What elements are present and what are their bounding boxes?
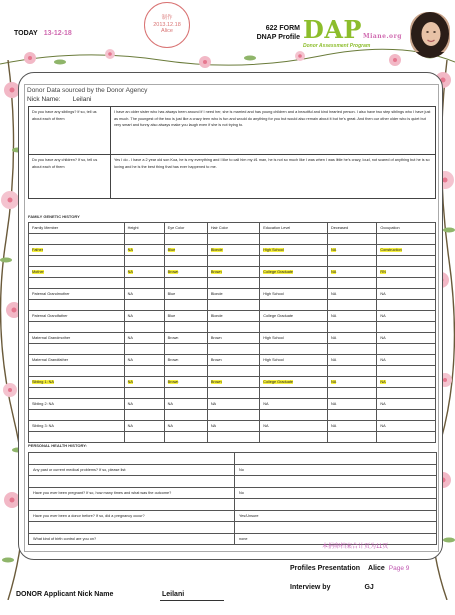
family-header-cell: Deceased [328,223,377,234]
family-spacer-cell [377,300,436,311]
family-spacer-cell [124,366,164,377]
health-history-table [28,452,437,545]
qa-answer: I have an older sister who has always been around if I need her, she is married and has young children and a beautiful and kind hearted person. I also have two step siblings who I have just as much. The youngest of the two is just like a crazy teen who is fun and would do anything for you but would also remain about it but he's great. And then our other older who is quiet but very smart and funny also always make you laugh even if she is not trying to. [111,107,436,155]
family-cell [124,245,164,256]
family-cell [124,267,164,278]
family-spacer-row [29,432,436,443]
family-cell-text: Maternal Grandmother [32,336,71,340]
family-spacer-cell [260,256,328,267]
stamp-line: 2013.12.18 [153,21,181,28]
family-cell [377,267,436,278]
family-cell-text: Blonde [210,292,223,296]
family-cell [377,245,436,256]
family-row [29,289,436,300]
family-spacer-cell [328,366,377,377]
family-cell [207,333,259,344]
today-date: 13-12-18 [43,30,72,37]
family-cell [124,399,164,410]
family-spacer-cell [328,256,377,267]
family-spacer-cell [164,278,207,289]
health-question: Have you ever been pregnant? If so, how many times and what was the outcome? [29,488,235,499]
interview-label: Interview by [290,584,331,591]
health-spacer-row [29,522,437,534]
family-cell-text: High School [263,248,284,252]
today-label [14,30,72,37]
donor-section-title: Donor Data sourced by the Donor Agency [27,87,148,94]
family-spacer-cell [164,388,207,399]
family-cell-text: High School [263,292,284,296]
family-cell-text: NA [380,380,386,384]
family-cell [164,355,207,366]
family-cell [328,245,377,256]
family-spacer-cell [29,256,125,267]
health-question: Have you ever been a donor before? If so, did a pregnancy occur? [29,511,235,522]
family-spacer-cell [377,388,436,399]
family-cell-text: NA [331,380,337,384]
form-title-line1: 622 FORM [265,25,300,32]
family-header-cell: Occupation [377,223,436,234]
family-history-table [28,222,436,443]
family-cell-text: NA [331,336,337,340]
family-spacer-row [29,322,436,333]
family-cell [328,333,377,344]
family-spacer-cell [164,234,207,245]
family-spacer-cell [377,322,436,333]
family-spacer-cell [207,234,259,245]
signature-line [160,600,224,601]
family-spacer-cell [260,432,328,443]
family-spacer-cell [377,410,436,421]
family-spacer-cell [328,432,377,443]
family-row [29,399,436,410]
family-cell [164,245,207,256]
family-cell [207,377,259,388]
family-cell-text: NA [127,402,133,406]
family-cell [328,377,377,388]
qa-question: Do you have any children? If so, tell us about each of them [29,155,111,199]
family-row [29,245,436,256]
family-cell-text: Blonde [210,314,223,318]
family-spacer-cell [124,344,164,355]
stamp-line: Alice [161,28,173,35]
family-cell [164,289,207,300]
family-cell-text: Brown [210,380,222,384]
family-spacer-cell [377,366,436,377]
health-row [29,511,437,522]
family-cell [124,289,164,300]
family-cell-text: Brown [210,270,222,274]
family-cell [260,267,328,278]
family-spacer-cell [29,344,125,355]
family-cell-text: Brown [210,358,222,362]
stamp-line: 制作 [161,15,173,22]
family-cell-text: Blue [167,314,176,318]
family-spacer-row [29,366,436,377]
family-cell-text: NA [331,292,337,296]
family-cell [29,421,125,432]
health-answer: No [235,465,437,476]
family-cell [328,421,377,432]
family-cell [328,267,377,278]
family-cell-text: Brown [167,270,179,274]
family-spacer-cell [124,432,164,443]
health-spacer-cell [29,476,235,488]
family-cell-text: Maternal Grandfather [32,358,69,362]
family-cell-text: Blonde [210,248,223,252]
family-cell-text: NA [127,248,133,252]
family-spacer-cell [260,234,328,245]
family-cell [124,377,164,388]
qa-row [29,107,436,155]
family-cell-text: High School [263,336,284,340]
family-cell [328,289,377,300]
family-spacer-cell [328,344,377,355]
family-cell [328,399,377,410]
family-spacer-cell [377,432,436,443]
family-cell [29,267,125,278]
family-cell [377,355,436,366]
family-spacer-cell [377,278,436,289]
donor-applicant-label: DONOR Applicant Nick Name [16,591,114,598]
family-spacer-cell [164,256,207,267]
family-cell [260,311,328,322]
family-cell [29,245,125,256]
family-row [29,267,436,278]
family-spacer-cell [328,300,377,311]
family-cell [328,311,377,322]
family-cell [29,311,125,322]
family-cell-text: NA [380,424,386,428]
family-cell [124,333,164,344]
family-cell-text: NA [331,402,337,406]
health-spacer-row [29,476,437,488]
family-spacer-cell [260,388,328,399]
qa-table [28,106,436,199]
family-spacer-cell [328,234,377,245]
family-cell [207,421,259,432]
family-cell-text: NA [380,336,386,340]
health-answer: Yes/Unsure [235,511,437,522]
family-spacer-cell [260,278,328,289]
family-history-title: FAMILY GENETIC HISTORY [28,214,80,219]
family-spacer-cell [207,278,259,289]
family-spacer-cell [164,300,207,311]
family-cell-text: NA [127,380,133,384]
health-spacer-cell [29,522,235,534]
family-spacer-cell [260,300,328,311]
family-cell-text: NA [127,314,133,318]
family-cell-text: NA [380,358,386,362]
family-cell-text: Father [32,248,43,252]
family-spacer-cell [124,278,164,289]
health-question: What kind of birth control are you on? [29,534,235,545]
avatar [410,12,450,58]
family-spacer-cell [164,410,207,421]
family-cell [260,289,328,300]
family-cell [124,355,164,366]
family-spacer-cell [164,366,207,377]
family-cell [164,399,207,410]
health-spacer-cell [235,522,437,534]
family-cell-text: NA [331,358,337,362]
family-header-cell: Height [124,223,164,234]
family-cell [164,421,207,432]
form-title [236,24,300,43]
family-spacer-cell [328,278,377,289]
family-cell [207,355,259,366]
family-cell-text: NA [127,292,133,296]
family-cell-text: NA [331,424,337,428]
family-cell [207,399,259,410]
family-cell-text: NA [127,270,133,274]
family-spacer-cell [260,322,328,333]
family-spacer-row [29,278,436,289]
health-spacer-row [29,453,437,465]
family-cell-text: Brown [210,336,222,340]
family-spacer-cell [29,388,125,399]
family-cell [124,421,164,432]
family-spacer-cell [164,344,207,355]
family-cell-text: Paternal Grandmother [32,292,70,296]
family-cell-text: NA [127,336,133,340]
family-spacer-cell [124,322,164,333]
family-spacer-cell [207,256,259,267]
family-cell [29,377,125,388]
family-cell [260,421,328,432]
page-number: Page 9 [388,565,410,572]
family-spacer-row [29,388,436,399]
family-cell [164,333,207,344]
family-cell-text: RN [380,270,386,274]
family-cell-text: Sibling 3: NA [32,424,54,428]
family-cell [260,377,328,388]
family-cell [260,355,328,366]
family-spacer-cell [124,388,164,399]
avatar-portrait-icon [410,12,450,58]
seal-stamp [144,2,190,48]
nick-name-label: Nick Name: [27,96,61,103]
profiles-presentation [290,565,409,572]
family-cell [260,333,328,344]
family-cell [207,245,259,256]
family-spacer-row [29,344,436,355]
family-spacer-cell [377,234,436,245]
family-spacer-cell [207,322,259,333]
health-spacer-cell [235,453,437,465]
family-cell [207,311,259,322]
family-cell-text: Brown [167,336,179,340]
family-cell-text: Sibling 2: NA [32,402,54,406]
family-spacer-cell [164,432,207,443]
family-spacer-cell [328,388,377,399]
dap-logo [303,15,403,49]
profiles-presentation-label: Profiles Presentation [290,565,361,572]
nick-name-row [27,96,91,103]
family-cell-text: Blue [167,292,176,296]
family-cell-text: College Graduate [263,314,293,318]
health-spacer-cell [29,453,235,465]
family-cell-text: NA [380,402,386,406]
family-cell-text: NA [380,292,386,296]
health-history-title: PERSONAL HEALTH HISTORY: [28,443,87,448]
family-cell-text: Sibling 1: NA [32,380,54,384]
health-row [29,465,437,476]
family-spacer-cell [29,410,125,421]
family-spacer-row [29,300,436,311]
family-cell-text: High School [263,358,284,362]
health-spacer-row [29,499,437,511]
family-row [29,377,436,388]
family-spacer-row [29,256,436,267]
family-cell-text: Brown [167,358,179,362]
page-header [0,0,455,60]
family-spacer-cell [29,278,125,289]
family-cell-text: Construction [380,248,402,252]
family-spacer-cell [377,256,436,267]
family-spacer-cell [207,410,259,421]
family-cell-text: NA [331,314,337,318]
family-spacer-cell [260,344,328,355]
family-cell-text: NA [167,402,173,406]
family-cell-text: NA [127,424,133,428]
family-spacer-cell [377,344,436,355]
family-spacer-cell [207,432,259,443]
family-row [29,333,436,344]
logo-sub: Miane.org [362,33,402,40]
qa-row [29,155,436,199]
family-cell-text: NA [210,424,217,428]
family-cell-text: NA [167,424,173,428]
family-cell-text: NA [380,314,386,318]
health-spacer-cell [235,476,437,488]
family-header-cell: Family Member [29,223,125,234]
family-cell [260,399,328,410]
family-spacer-cell [207,388,259,399]
family-cell [164,377,207,388]
family-cell [377,333,436,344]
family-cell [164,311,207,322]
family-spacer-cell [29,366,125,377]
logo-text: DAP [303,15,362,44]
health-answer: none [235,534,437,545]
family-row [29,355,436,366]
family-cell [377,421,436,432]
family-spacer-cell [260,410,328,421]
family-header-row [29,223,436,234]
family-row [29,311,436,322]
family-header-cell: Eye Color [164,223,207,234]
family-spacer-cell [29,322,125,333]
family-cell [29,289,125,300]
logo-tagline: Donor Assessment Program [303,43,371,49]
family-spacer-cell [164,322,207,333]
qa-answer: Yes I do - I have a 2 year old son Koa, he is my everything and I like to call him my #1 man, he is not so much like I was when I was little he's crazy, loud, not scared of anything but he is so loving and he is the best thing that has ever happened to me. [111,155,436,199]
qa-question: Do you have any siblings? If so, tell us about each of them [29,107,111,155]
family-spacer-cell [29,300,125,311]
family-spacer-cell [207,366,259,377]
family-cell-text: NA [263,424,269,428]
family-cell-text: Blue [167,248,176,252]
form-title-line2: DNAP Profile [256,34,300,42]
family-spacer-cell [29,234,125,245]
family-spacer-cell [124,234,164,245]
interview-by [290,584,374,591]
family-header-cell: Education Level [260,223,328,234]
family-cell [124,311,164,322]
family-spacer-cell [328,322,377,333]
family-spacer-cell [328,410,377,421]
family-cell-text: NA [331,270,337,274]
family-cell [29,355,125,366]
health-row [29,488,437,499]
family-cell [328,355,377,366]
family-cell [207,289,259,300]
family-spacer-cell [124,300,164,311]
family-cell-text: College Graduate [263,380,293,384]
health-spacer-cell [29,499,235,511]
family-spacer-cell [29,432,125,443]
family-spacer-cell [207,300,259,311]
family-spacer-cell [207,344,259,355]
family-spacer-cell [260,366,328,377]
family-cell [377,311,436,322]
family-cell [377,377,436,388]
family-cell-text: Brown [167,380,179,384]
today-text: TODAY [14,30,38,37]
family-cell [29,333,125,344]
family-cell [260,245,328,256]
health-question: Any past or current medical problems? If so, please list: [29,465,235,476]
family-cell [164,267,207,278]
family-row [29,421,436,432]
family-cell-text: NA [210,402,217,406]
family-spacer-cell [124,256,164,267]
family-cell-text: College Graduate [263,270,293,274]
family-cell [29,399,125,410]
family-cell-text: Mother [32,270,44,274]
health-answer: No [235,488,437,499]
donor-applicant-nick: Leilani [162,591,185,598]
nick-name-value: Leilani [72,96,92,103]
family-cell-text: NA [331,248,337,252]
family-cell-text: NA [127,358,133,362]
page-count-note: 本捐卵档案合计页为11页 [322,544,389,550]
family-spacer-cell [124,410,164,421]
family-cell-text: Paternal Grandfather [32,314,68,318]
family-cell [377,399,436,410]
family-cell [377,289,436,300]
health-spacer-cell [235,499,437,511]
family-spacer-row [29,410,436,421]
family-cell [207,267,259,278]
family-cell-text: NA [263,402,269,406]
family-header-cell: Hair Color [207,223,259,234]
family-spacer-row [29,234,436,245]
profiles-presentation-value: Alice [368,565,385,572]
interview-value: GJ [364,584,374,591]
